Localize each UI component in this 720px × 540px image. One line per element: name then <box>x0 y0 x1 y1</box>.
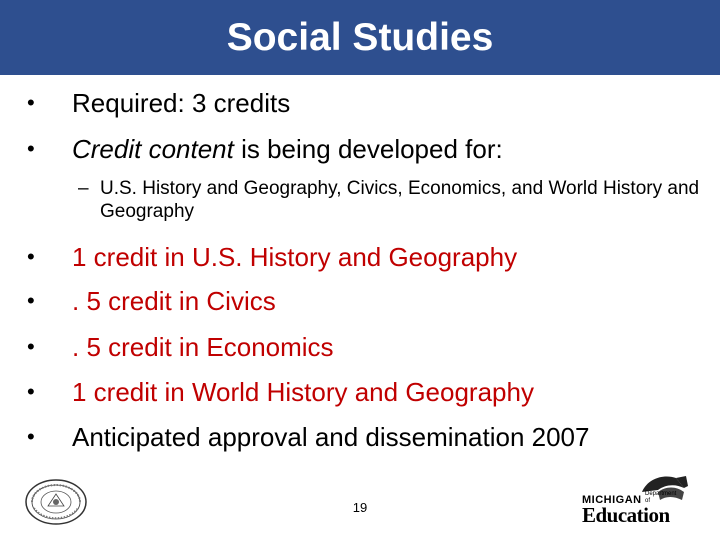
bullet-symbol: • <box>27 244 35 269</box>
logo-line-department: Department of <box>645 491 677 504</box>
bullet-text <box>72 134 503 165</box>
logo-line-michigan: MICHIGAN <box>582 494 642 506</box>
bullet-text: Anticipated approval and dissemination 2007 <box>72 421 590 452</box>
bullet-symbol: • <box>27 424 35 449</box>
bullet-text: . 5 credit in Civics <box>72 285 276 316</box>
bullet-symbol: • <box>27 90 35 115</box>
bullet-text: 1 credit in U.S. History and Geography <box>72 241 518 272</box>
logo-line-education: Education <box>582 503 670 527</box>
slide-title: Social Studies <box>226 16 494 59</box>
page-number: 19 <box>352 500 368 515</box>
italic-phrase: Credit content <box>72 133 234 164</box>
sub-bullet-text: U.S. History and Geography, Civics, Economics, and World History and Geography <box>100 178 700 222</box>
bullet-symbol: • <box>27 334 35 359</box>
bullet-symbol: • <box>27 379 35 404</box>
bullet-text-rest: is being developed for: <box>233 133 503 164</box>
bullet-text: 1 credit in World History and Geography <box>72 376 534 407</box>
bullet-symbol: • <box>27 136 35 161</box>
bullet-text: . 5 credit in Economics <box>72 331 334 362</box>
state-board-seal-icon <box>24 478 88 526</box>
bullet-symbol: • <box>27 288 35 313</box>
sub-bullet-symbol: – <box>78 178 89 199</box>
bullet-text: Required: 3 credits <box>72 87 291 118</box>
